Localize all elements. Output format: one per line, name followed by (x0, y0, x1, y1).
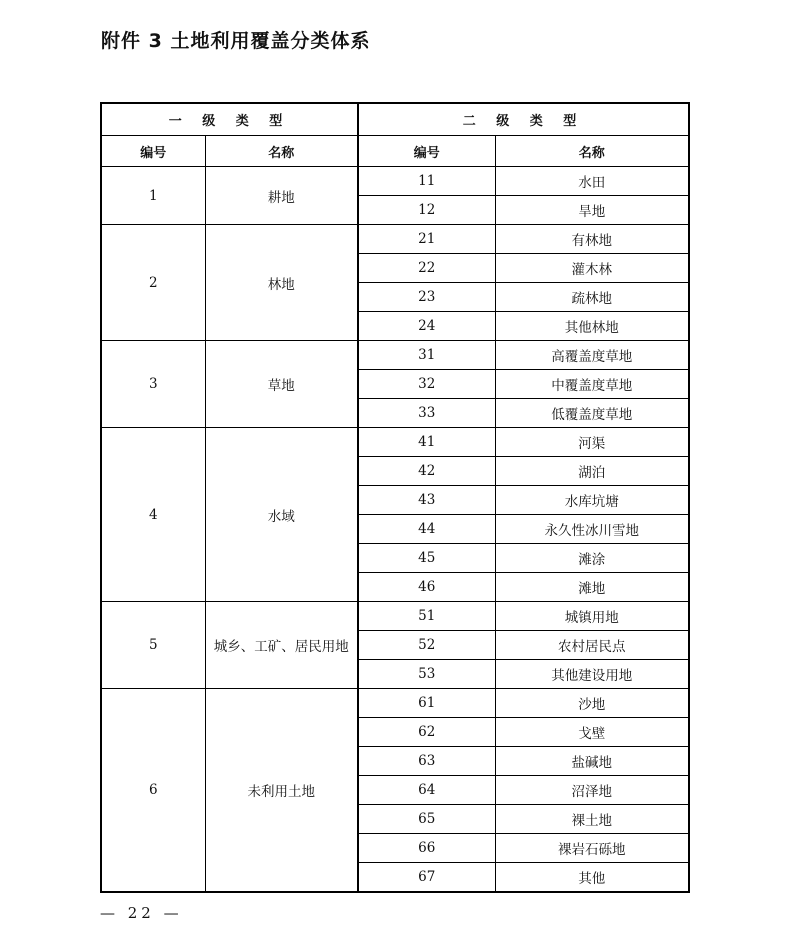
table-row (101, 225, 689, 254)
level2-code-cell: 41 (358, 428, 495, 457)
level2-code-cell: 44 (358, 515, 495, 544)
level2-code-cell: 22 (358, 254, 495, 283)
level2-code-header: 编号 (358, 136, 495, 167)
level2-name-cell: 湖泊 (495, 457, 689, 486)
level2-code-cell: 23 (358, 283, 495, 312)
level2-name-cell: 沙地 (495, 689, 689, 718)
level2-code-cell: 46 (358, 573, 495, 602)
table-row (101, 167, 689, 196)
level2-name-cell: 盐碱地 (495, 747, 689, 776)
level2-name-cell: 裸土地 (495, 805, 689, 834)
level2-name-cell: 农村居民点 (495, 631, 689, 660)
level1-name-cell: 水域 (205, 428, 358, 602)
level1-code-cell: 4 (101, 428, 205, 602)
level2-code-cell: 42 (358, 457, 495, 486)
table-row (101, 602, 689, 631)
level2-code-cell: 43 (358, 486, 495, 515)
level2-code-cell: 21 (358, 225, 495, 254)
level2-name-cell: 灌木林 (495, 254, 689, 283)
level2-name-cell: 滩地 (495, 573, 689, 602)
level2-name-cell: 有林地 (495, 225, 689, 254)
level2-name-cell: 疏林地 (495, 283, 689, 312)
level2-code-cell: 11 (358, 167, 495, 196)
level1-name-cell: 城乡、工矿、居民用地 (205, 602, 358, 689)
level2-code-cell: 65 (358, 805, 495, 834)
level2-name-cell: 河渠 (495, 428, 689, 457)
table-body (101, 167, 689, 893)
level1-name-cell: 林地 (205, 225, 358, 341)
level2-name-cell: 高覆盖度草地 (495, 341, 689, 370)
level2-name-cell: 其他林地 (495, 312, 689, 341)
level2-code-cell: 61 (358, 689, 495, 718)
level1-code-cell: 6 (101, 689, 205, 893)
level2-code-cell: 64 (358, 776, 495, 805)
level2-code-cell: 45 (358, 544, 495, 573)
level2-code-cell: 12 (358, 196, 495, 225)
level2-name-header: 名称 (495, 136, 689, 167)
level1-name-cell: 未利用土地 (205, 689, 358, 893)
level1-code-cell: 3 (101, 341, 205, 428)
level2-code-cell: 67 (358, 863, 495, 893)
group-header-row (101, 103, 689, 136)
level1-group-header: 一 级 类 型 (101, 103, 358, 136)
level2-code-cell: 62 (358, 718, 495, 747)
level2-group-header: 二 级 类 型 (358, 103, 689, 136)
level1-code-cell: 2 (101, 225, 205, 341)
level1-name-header: 名称 (205, 136, 358, 167)
level2-name-cell: 永久性冰川雪地 (495, 515, 689, 544)
level2-name-cell: 旱地 (495, 196, 689, 225)
level2-code-cell: 66 (358, 834, 495, 863)
level2-name-cell: 中覆盖度草地 (495, 370, 689, 399)
level2-name-cell: 水库坑塘 (495, 486, 689, 515)
level2-name-cell: 滩涂 (495, 544, 689, 573)
level2-name-cell: 其他 (495, 863, 689, 893)
level2-name-cell: 裸岩石砾地 (495, 834, 689, 863)
page-number: — 22 — (100, 904, 183, 922)
level1-code-cell: 5 (101, 602, 205, 689)
level2-code-cell: 52 (358, 631, 495, 660)
table-row (101, 341, 689, 370)
table-row (101, 428, 689, 457)
level2-name-cell: 戈壁 (495, 718, 689, 747)
level1-name-cell: 草地 (205, 341, 358, 428)
level2-code-cell: 63 (358, 747, 495, 776)
level2-code-cell: 53 (358, 660, 495, 689)
level2-name-cell: 城镇用地 (495, 602, 689, 631)
level2-code-cell: 33 (358, 399, 495, 428)
level2-name-cell: 沼泽地 (495, 776, 689, 805)
level1-name-cell: 耕地 (205, 167, 358, 225)
level2-name-cell: 其他建设用地 (495, 660, 689, 689)
level1-code-cell: 1 (101, 167, 205, 225)
level1-code-header: 编号 (101, 136, 205, 167)
level2-code-cell: 51 (358, 602, 495, 631)
page-title: 附件 3 土地利用覆盖分类体系 (101, 30, 371, 52)
level2-name-cell: 水田 (495, 167, 689, 196)
level2-name-cell: 低覆盖度草地 (495, 399, 689, 428)
column-header-row (101, 136, 689, 167)
level2-code-cell: 32 (358, 370, 495, 399)
table-row (101, 689, 689, 718)
land-classification-table (100, 102, 690, 893)
level2-code-cell: 24 (358, 312, 495, 341)
level2-code-cell: 31 (358, 341, 495, 370)
